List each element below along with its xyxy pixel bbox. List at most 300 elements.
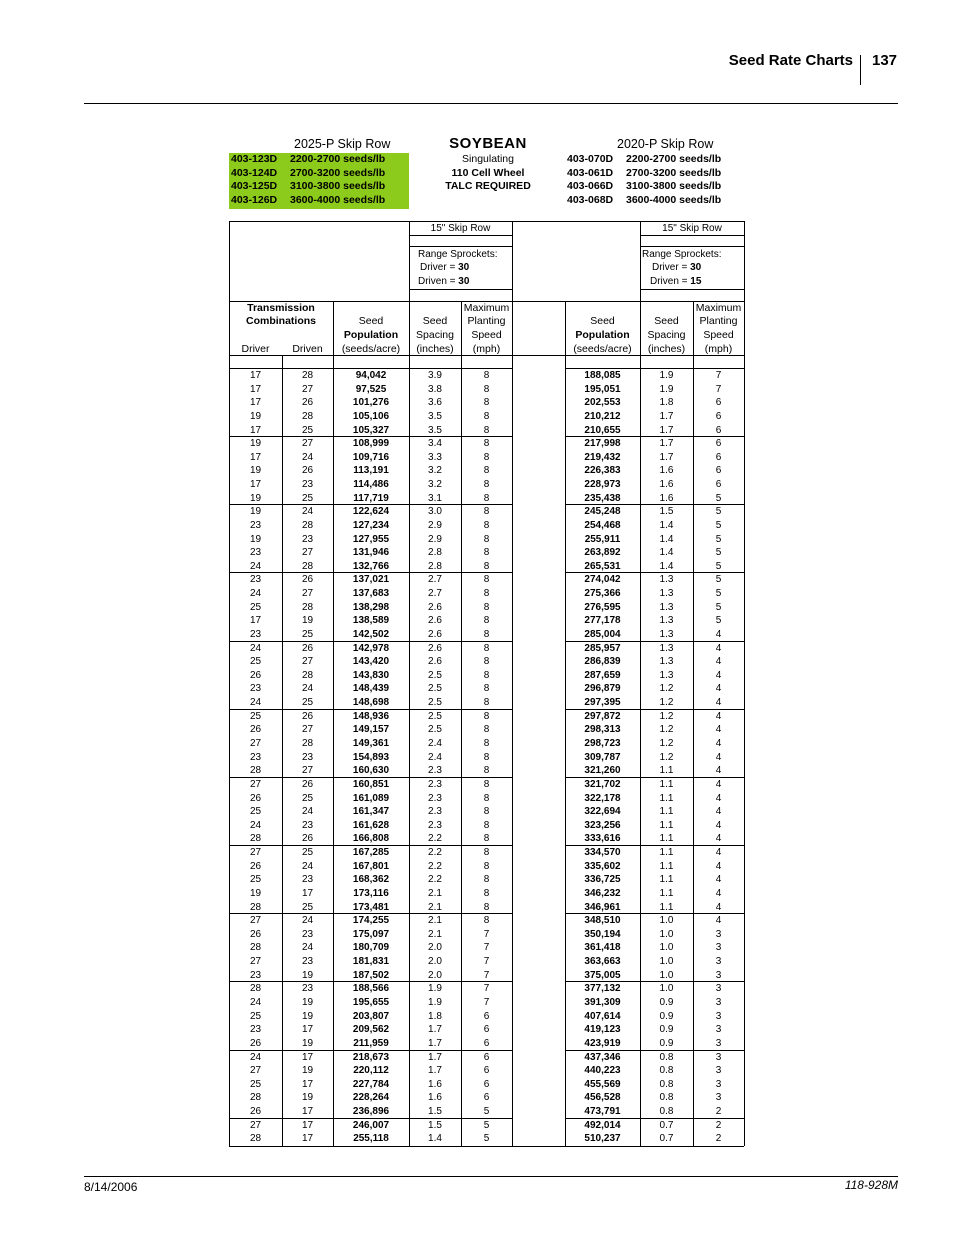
r-spacing-cell: 0.8 bbox=[659, 1065, 674, 1077]
spacing-cell: 1.6 bbox=[428, 1092, 442, 1104]
kit-row bbox=[567, 194, 721, 208]
spacing-header-1: Seed bbox=[422, 315, 448, 327]
driver-cell: 26 bbox=[249, 792, 262, 804]
driven-cell: 23 bbox=[301, 928, 314, 940]
r-population-cell: 346,961 bbox=[584, 901, 621, 913]
driven-cell: 19 bbox=[301, 969, 314, 981]
r-speed-cell: 4 bbox=[715, 751, 722, 763]
speed-cell: 8 bbox=[483, 547, 490, 559]
speed-cell: 8 bbox=[483, 887, 490, 899]
right-driver-label: Driver = 30 bbox=[652, 262, 702, 273]
population-cell: 209,562 bbox=[352, 1024, 390, 1036]
driven-cell: 26 bbox=[301, 465, 314, 477]
r-spacing-header-3: (inches) bbox=[647, 343, 686, 355]
header-rule bbox=[229, 301, 744, 302]
population-cell: 131,946 bbox=[352, 547, 390, 559]
driven-cell: 28 bbox=[301, 519, 314, 531]
r-spacing-cell: 1.4 bbox=[659, 560, 674, 572]
r-population-cell: 455,569 bbox=[584, 1078, 621, 1090]
driven-cell: 26 bbox=[301, 397, 314, 409]
r-spacing-cell: 1.0 bbox=[659, 969, 674, 981]
speed-cell: 8 bbox=[483, 738, 490, 749]
spacing-cell: 1.6 bbox=[428, 1078, 442, 1090]
speed-cell: 8 bbox=[483, 397, 490, 409]
driver-cell: 19 bbox=[249, 410, 262, 422]
r-speed-cell: 6 bbox=[715, 397, 722, 409]
driver-cell: 19 bbox=[249, 492, 262, 504]
r-population-cell: 188,085 bbox=[584, 370, 621, 381]
speed-cell: 6 bbox=[483, 1010, 490, 1022]
r-spacing-cell: 1.2 bbox=[659, 724, 674, 736]
crop-notes bbox=[430, 153, 546, 194]
r-speed-cell: 3 bbox=[715, 942, 722, 954]
driver-cell: 27 bbox=[249, 778, 262, 790]
transmission-header-2: Combinations bbox=[246, 315, 316, 327]
spacing-cell: 1.5 bbox=[428, 1106, 442, 1118]
population-cell: 236,896 bbox=[352, 1106, 390, 1118]
r-population-cell: 285,957 bbox=[584, 642, 621, 654]
r-population-cell: 510,237 bbox=[584, 1133, 621, 1145]
r-speed-cell: 4 bbox=[715, 778, 722, 790]
population-cell: 228,264 bbox=[352, 1092, 390, 1104]
r-speed-cell: 3 bbox=[715, 1037, 722, 1049]
driver-cell: 23 bbox=[249, 547, 262, 559]
driver-cell: 24 bbox=[249, 642, 262, 654]
left-range-label: Range Sprockets: bbox=[418, 249, 498, 260]
r-population-cell: 297,872 bbox=[584, 710, 621, 722]
driven-cell: 19 bbox=[301, 1037, 314, 1049]
spacing-cell: 2.6 bbox=[428, 615, 442, 627]
crop-note-1: Singulating bbox=[462, 153, 514, 165]
population-cell: 227,784 bbox=[352, 1078, 390, 1090]
r-spacing-header-2: Spacing bbox=[647, 329, 686, 341]
driven-cell: 17 bbox=[301, 1133, 314, 1145]
driver-cell: 26 bbox=[249, 1037, 262, 1049]
driven-cell: 25 bbox=[301, 901, 314, 913]
r-population-cell: 423,919 bbox=[584, 1037, 621, 1049]
r-spacing-cell: 0.8 bbox=[659, 1078, 674, 1090]
speed-cell: 8 bbox=[483, 506, 490, 518]
speed-cell: 8 bbox=[483, 901, 490, 913]
speed-cell: 8 bbox=[483, 628, 490, 640]
speed-cell: 8 bbox=[483, 792, 490, 804]
speed-cell: 6 bbox=[483, 1024, 490, 1036]
spacing-cell: 3.2 bbox=[428, 479, 442, 491]
driven-cell: 23 bbox=[301, 751, 314, 763]
driven-cell: 24 bbox=[301, 451, 314, 463]
speed-cell: 6 bbox=[483, 1065, 490, 1077]
population-cell: 187,502 bbox=[352, 969, 390, 981]
speed-cell: 8 bbox=[483, 778, 490, 790]
population-cell: 148,936 bbox=[352, 710, 390, 722]
driver-cell: 24 bbox=[249, 819, 262, 831]
r-spacing-cell: 1.4 bbox=[659, 547, 674, 559]
spacing-cell: 3.2 bbox=[428, 465, 442, 477]
driven-cell: 19 bbox=[301, 1065, 314, 1077]
spacing-cell: 2.5 bbox=[428, 669, 442, 681]
spacing-cell: 2.6 bbox=[428, 628, 442, 640]
driver-cell: 23 bbox=[249, 969, 262, 981]
population-cell: 142,978 bbox=[352, 642, 390, 654]
r-speed-cell: 6 bbox=[715, 479, 722, 491]
spacing-cell: 2.0 bbox=[428, 969, 442, 981]
r-spacing-cell: 1.3 bbox=[659, 656, 674, 668]
speed-cell: 8 bbox=[483, 533, 490, 545]
r-spacing-cell: 1.2 bbox=[659, 697, 674, 709]
column-rule bbox=[512, 221, 513, 1146]
speed-cell: 8 bbox=[483, 479, 490, 491]
population-header-1: Seed bbox=[358, 315, 384, 327]
r-population-cell: 334,570 bbox=[584, 847, 621, 859]
speed-cell: 5 bbox=[483, 1133, 490, 1145]
r-spacing-cell: 0.7 bbox=[659, 1133, 674, 1145]
r-population-cell: 321,702 bbox=[584, 778, 621, 790]
spacing-header-3: (inches) bbox=[416, 343, 454, 355]
speed-cell: 8 bbox=[483, 370, 490, 381]
r-speed-cell: 4 bbox=[715, 628, 722, 640]
driven-cell: 28 bbox=[301, 560, 314, 572]
r-spacing-cell: 1.2 bbox=[659, 738, 674, 749]
driver-cell: 24 bbox=[249, 996, 262, 1008]
driven-cell: 17 bbox=[301, 1024, 314, 1036]
spacing-cell: 2.0 bbox=[428, 956, 442, 968]
population-cell: 148,439 bbox=[352, 683, 390, 695]
r-speed-header-3: Speed bbox=[703, 329, 734, 341]
r-spacing-cell: 1.1 bbox=[659, 778, 674, 790]
speed-cell: 8 bbox=[483, 615, 490, 627]
header-rule bbox=[640, 289, 744, 290]
population-cell: 113,191 bbox=[353, 465, 389, 477]
driven-cell: 27 bbox=[301, 724, 314, 736]
population-cell: 160,630 bbox=[352, 765, 390, 777]
r-speed-cell: 4 bbox=[715, 656, 722, 668]
kit-code: 403-066D bbox=[567, 180, 614, 193]
driven-cell: 28 bbox=[301, 410, 314, 422]
header-rule bbox=[409, 246, 512, 247]
page-number: 137 bbox=[872, 52, 898, 69]
driver-cell: 27 bbox=[249, 956, 262, 968]
r-population-cell: 473,791 bbox=[584, 1106, 621, 1118]
r-population-cell: 419,123 bbox=[584, 1024, 621, 1036]
driven-cell: 27 bbox=[301, 383, 314, 395]
spacing-cell: 2.6 bbox=[428, 601, 442, 613]
r-spacing-cell: 1.0 bbox=[659, 928, 674, 940]
speed-cell: 8 bbox=[483, 806, 490, 818]
spacing-cell: 2.7 bbox=[428, 588, 442, 600]
population-cell: 137,021 bbox=[352, 574, 390, 586]
driven-cell: 17 bbox=[301, 1119, 314, 1131]
spacing-cell: 2.2 bbox=[428, 847, 442, 859]
kit-rate: 3600-4000 seeds/lb bbox=[626, 194, 722, 207]
r-spacing-cell: 1.7 bbox=[659, 451, 674, 463]
spacing-cell: 2.3 bbox=[428, 819, 442, 831]
speed-cell: 8 bbox=[483, 451, 490, 463]
driver-cell: 23 bbox=[249, 751, 262, 763]
population-cell: 154,893 bbox=[352, 751, 390, 763]
speed-cell: 8 bbox=[483, 642, 490, 654]
population-cell: 188,566 bbox=[352, 983, 390, 995]
driven-cell: 28 bbox=[301, 738, 314, 749]
kit-row bbox=[231, 194, 385, 208]
r-speed-cell: 4 bbox=[715, 724, 722, 736]
spacing-cell: 3.0 bbox=[428, 506, 442, 518]
spacing-cell: 1.4 bbox=[428, 1133, 442, 1145]
driver-cell: 23 bbox=[249, 574, 262, 586]
population-cell: 168,362 bbox=[352, 874, 390, 886]
population-cell: 105,106 bbox=[352, 410, 390, 422]
population-cell: 137,683 bbox=[352, 588, 390, 600]
r-speed-cell: 4 bbox=[715, 697, 722, 709]
r-spacing-cell: 1.0 bbox=[659, 915, 674, 927]
population-cell: 127,234 bbox=[352, 519, 390, 531]
spacing-cell: 1.7 bbox=[428, 1051, 442, 1063]
r-population-cell: 377,132 bbox=[584, 983, 621, 995]
spacing-cell: 3.4 bbox=[428, 438, 442, 450]
r-spacing-cell: 1.9 bbox=[659, 370, 674, 381]
population-cell: 181,831 bbox=[352, 956, 390, 968]
spacing-cell: 2.3 bbox=[428, 765, 442, 777]
speed-cell: 6 bbox=[483, 1078, 490, 1090]
driver-cell: 26 bbox=[249, 1106, 262, 1118]
driven-cell: 27 bbox=[301, 438, 314, 450]
spacing-cell: 2.2 bbox=[428, 833, 442, 845]
kit-rate: 2200-2700 seeds/lb bbox=[290, 153, 386, 165]
spacing-cell: 2.5 bbox=[428, 710, 442, 722]
r-speed-cell: 4 bbox=[715, 765, 722, 777]
spacing-cell: 1.7 bbox=[428, 1037, 442, 1049]
driver-cell: 24 bbox=[249, 697, 262, 709]
r-speed-cell: 3 bbox=[715, 956, 722, 968]
spacing-cell: 1.9 bbox=[428, 996, 442, 1008]
driven-cell: 28 bbox=[301, 601, 314, 613]
r-population-cell: 322,178 bbox=[584, 792, 621, 804]
r-population-cell: 210,212 bbox=[584, 410, 621, 422]
r-speed-cell: 2 bbox=[715, 1133, 722, 1145]
speed-cell: 8 bbox=[483, 560, 490, 572]
driver-cell: 27 bbox=[249, 738, 262, 749]
speed-cell: 6 bbox=[483, 1037, 490, 1049]
driver-header: Driver bbox=[241, 343, 270, 355]
speed-header-4: (mph) bbox=[472, 343, 501, 355]
spacing-cell: 1.8 bbox=[428, 1010, 442, 1022]
r-population-cell: 350,194 bbox=[584, 928, 621, 940]
r-population-cell: 263,892 bbox=[584, 547, 621, 559]
population-cell: 160,851 bbox=[352, 778, 390, 790]
driven-cell: 27 bbox=[301, 547, 314, 559]
r-speed-cell: 5 bbox=[715, 506, 722, 518]
population-cell: 173,116 bbox=[353, 887, 389, 899]
population-cell: 138,298 bbox=[352, 601, 390, 613]
driven-cell: 25 bbox=[301, 424, 314, 436]
r-speed-cell: 3 bbox=[715, 1010, 722, 1022]
r-population-cell: 274,042 bbox=[584, 574, 621, 586]
driver-cell: 25 bbox=[249, 656, 262, 668]
population-cell: 149,361 bbox=[352, 738, 390, 749]
driven-cell: 26 bbox=[301, 642, 314, 654]
driven-cell: 27 bbox=[301, 588, 314, 600]
page-title: Seed Rate Charts bbox=[728, 52, 853, 69]
r-spacing-cell: 0.9 bbox=[659, 1024, 674, 1036]
kit-code: 403-123D bbox=[231, 153, 278, 165]
r-population-cell: 254,468 bbox=[584, 519, 621, 531]
driver-cell: 25 bbox=[249, 1010, 262, 1022]
table-bottom-rule bbox=[229, 1146, 744, 1147]
driven-cell: 17 bbox=[301, 1078, 314, 1090]
top-rule bbox=[84, 103, 898, 104]
speed-cell: 8 bbox=[483, 465, 490, 477]
left-skip-row-label: 15" Skip Row bbox=[430, 223, 491, 234]
population-cell: 174,255 bbox=[352, 915, 390, 927]
speed-cell: 8 bbox=[483, 819, 490, 831]
r-population-cell: 336,725 bbox=[584, 874, 621, 886]
r-population-cell: 226,383 bbox=[584, 465, 621, 477]
r-spacing-cell: 1.1 bbox=[659, 901, 674, 913]
driver-cell: 28 bbox=[249, 1133, 262, 1145]
spacing-cell: 3.9 bbox=[428, 370, 442, 381]
speed-cell: 8 bbox=[483, 847, 490, 859]
r-population-cell: 202,553 bbox=[584, 397, 621, 409]
driver-cell: 24 bbox=[249, 1051, 262, 1063]
population-cell: 195,655 bbox=[352, 996, 390, 1008]
driver-cell: 17 bbox=[249, 451, 262, 463]
spacing-cell: 2.3 bbox=[428, 792, 442, 804]
kit-row bbox=[231, 180, 385, 194]
r-speed-cell: 4 bbox=[715, 669, 722, 681]
spacing-cell: 3.8 bbox=[428, 383, 442, 395]
population-cell: 143,830 bbox=[352, 669, 390, 681]
driver-cell: 19 bbox=[249, 533, 262, 545]
population-cell: 114,486 bbox=[353, 479, 389, 491]
r-speed-cell: 6 bbox=[715, 451, 722, 463]
r-speed-cell: 3 bbox=[715, 1092, 722, 1104]
kit-code: 403-126D bbox=[231, 194, 278, 207]
speed-cell: 7 bbox=[483, 996, 490, 1008]
r-spacing-cell: 1.2 bbox=[659, 751, 674, 763]
table-top-rule bbox=[229, 221, 744, 222]
kit-rate: 3100-3800 seeds/lb bbox=[290, 180, 386, 193]
spacing-cell: 2.9 bbox=[428, 533, 442, 545]
population-cell: 148,698 bbox=[352, 697, 390, 709]
r-population-cell: 275,366 bbox=[584, 588, 621, 600]
population-cell: 220,112 bbox=[353, 1065, 389, 1077]
kit-row bbox=[567, 180, 721, 194]
spacing-cell: 2.2 bbox=[428, 860, 442, 872]
kit-row bbox=[231, 167, 385, 181]
spacing-cell: 2.4 bbox=[428, 738, 442, 749]
spacing-cell: 2.6 bbox=[428, 642, 442, 654]
speed-cell: 7 bbox=[483, 928, 490, 940]
spacing-cell: 1.9 bbox=[428, 983, 442, 995]
spacing-cell: 3.5 bbox=[428, 410, 442, 422]
driver-cell: 28 bbox=[249, 1092, 262, 1104]
r-population-header-3: (seeds/acre) bbox=[573, 343, 632, 355]
kit-code: 403-125D bbox=[231, 180, 278, 193]
r-spacing-cell: 0.9 bbox=[659, 1037, 674, 1049]
r-speed-cell: 4 bbox=[715, 710, 722, 722]
spacing-cell: 2.1 bbox=[428, 901, 442, 913]
driven-cell: 19 bbox=[301, 996, 314, 1008]
spacing-cell: 2.5 bbox=[428, 724, 442, 736]
r-speed-cell: 2 bbox=[715, 1119, 722, 1131]
r-speed-cell: 4 bbox=[715, 792, 722, 804]
r-population-cell: 333,616 bbox=[584, 833, 621, 845]
driver-cell: 19 bbox=[249, 506, 262, 518]
driver-cell: 17 bbox=[249, 479, 262, 491]
speed-cell: 7 bbox=[483, 983, 490, 995]
population-cell: 122,624 bbox=[352, 506, 390, 518]
driver-cell: 27 bbox=[249, 1065, 262, 1077]
r-speed-header-1: Maximum bbox=[695, 302, 742, 314]
r-spacing-cell: 1.3 bbox=[659, 615, 674, 627]
r-population-cell: 335,602 bbox=[584, 860, 621, 872]
driver-cell: 24 bbox=[249, 588, 262, 600]
r-speed-cell: 3 bbox=[715, 983, 722, 995]
r-spacing-cell: 1.5 bbox=[659, 506, 674, 518]
population-cell: 161,089 bbox=[352, 792, 390, 804]
header-rule bbox=[229, 355, 744, 356]
r-population-cell: 219,432 bbox=[584, 451, 621, 463]
driven-cell: 25 bbox=[301, 492, 314, 504]
r-population-cell: 235,438 bbox=[584, 492, 621, 504]
driven-cell: 24 bbox=[301, 942, 314, 954]
r-speed-cell: 7 bbox=[715, 370, 722, 381]
column-rule bbox=[744, 221, 745, 1146]
left-block-title: 2025-P Skip Row bbox=[294, 137, 391, 151]
r-population-cell: 361,418 bbox=[584, 942, 621, 954]
spacing-cell: 2.7 bbox=[428, 574, 442, 586]
driven-cell: 24 bbox=[301, 806, 314, 818]
transmission-header-1: Transmission bbox=[247, 302, 315, 314]
r-speed-cell: 3 bbox=[715, 928, 722, 940]
r-population-cell: 492,014 bbox=[584, 1119, 621, 1131]
r-spacing-cell: 1.8 bbox=[659, 397, 674, 409]
speed-cell: 7 bbox=[483, 969, 490, 981]
r-spacing-cell: 1.6 bbox=[659, 479, 674, 491]
r-spacing-cell: 1.3 bbox=[659, 574, 674, 586]
r-population-cell: 287,659 bbox=[584, 669, 621, 681]
driver-cell: 28 bbox=[249, 833, 262, 845]
speed-cell: 8 bbox=[483, 874, 490, 886]
r-population-cell: 277,178 bbox=[584, 615, 621, 627]
driver-cell: 28 bbox=[249, 765, 262, 777]
driven-cell: 24 bbox=[301, 683, 314, 695]
population-cell: 108,999 bbox=[352, 438, 390, 450]
r-speed-cell: 4 bbox=[715, 887, 722, 899]
r-population-cell: 285,004 bbox=[584, 628, 621, 640]
driver-cell: 17 bbox=[249, 615, 262, 627]
population-cell: 94,042 bbox=[355, 370, 387, 381]
r-spacing-cell: 1.0 bbox=[659, 983, 674, 995]
driver-cell: 23 bbox=[249, 1024, 262, 1036]
driven-cell: 17 bbox=[301, 887, 314, 899]
r-spacing-cell: 1.1 bbox=[659, 765, 674, 777]
driven-cell: 23 bbox=[301, 956, 314, 968]
spacing-cell: 3.1 bbox=[428, 492, 442, 504]
r-speed-header-4: (mph) bbox=[704, 343, 733, 355]
spacing-cell: 3.5 bbox=[428, 424, 442, 436]
population-header-3: (seeds/acre) bbox=[341, 343, 401, 355]
left-driven-label: Driven = 30 bbox=[418, 276, 470, 287]
r-spacing-cell: 1.1 bbox=[659, 833, 674, 845]
spacing-cell: 2.4 bbox=[428, 751, 442, 763]
speed-cell: 8 bbox=[483, 410, 490, 422]
r-population-cell: 309,787 bbox=[584, 751, 621, 763]
kit-rate: 2700-3200 seeds/lb bbox=[290, 166, 386, 179]
driven-cell: 19 bbox=[301, 1092, 314, 1104]
driven-cell: 25 bbox=[301, 792, 314, 804]
population-cell: 132,766 bbox=[352, 560, 390, 572]
r-population-cell: 245,248 bbox=[584, 506, 621, 518]
